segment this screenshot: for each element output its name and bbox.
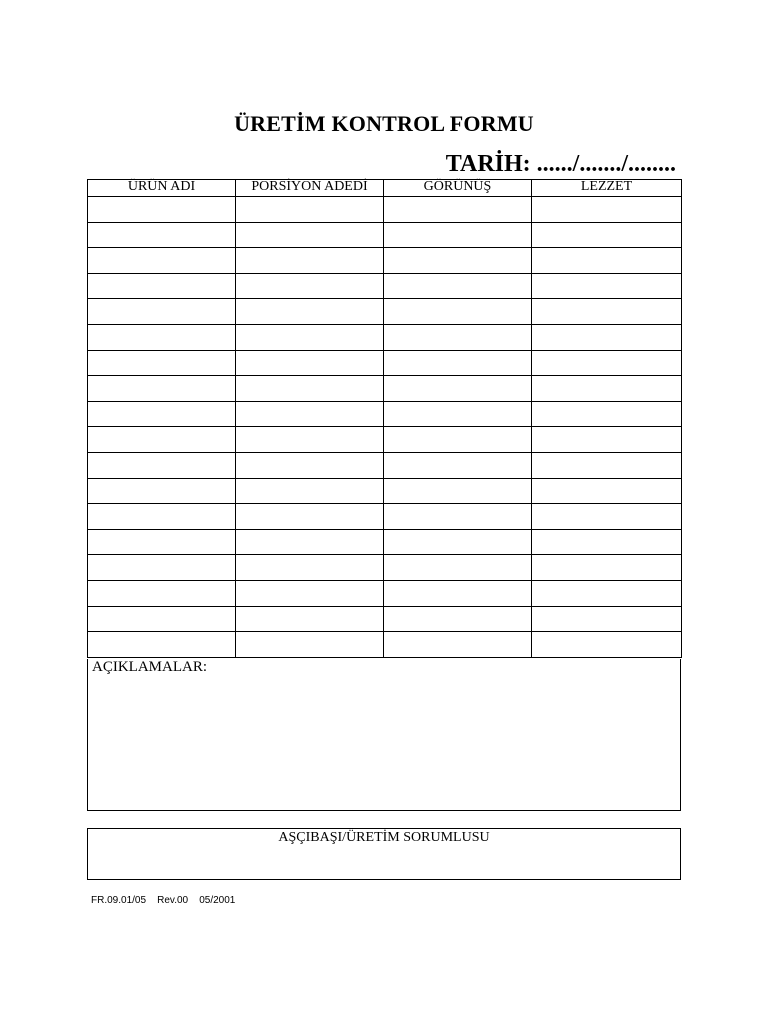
cell-product-name[interactable] — [88, 299, 236, 325]
cell-taste[interactable] — [532, 299, 682, 325]
table-row — [88, 248, 682, 274]
cell-portion-count[interactable] — [236, 632, 384, 658]
table-row — [88, 401, 682, 427]
cell-portion-count[interactable] — [236, 222, 384, 248]
table-row — [88, 299, 682, 325]
cell-appearance[interactable] — [384, 427, 532, 453]
table-row — [88, 478, 682, 504]
cell-appearance[interactable] — [384, 580, 532, 606]
cell-appearance[interactable] — [384, 273, 532, 299]
cell-portion-count[interactable] — [236, 273, 384, 299]
cell-appearance[interactable] — [384, 401, 532, 427]
cell-appearance[interactable] — [384, 299, 532, 325]
table-row — [88, 555, 682, 581]
notes-box[interactable] — [87, 659, 681, 811]
cell-product-name[interactable] — [88, 197, 236, 223]
cell-product-name[interactable] — [88, 478, 236, 504]
signature-label: AŞÇIBAŞI/ÜRETİM SORUMLUSU — [278, 830, 490, 845]
cell-taste[interactable] — [532, 222, 682, 248]
header-appearance: GÖRÜNÜŞ — [384, 180, 532, 197]
cell-product-name[interactable] — [88, 606, 236, 632]
notes-label: AÇIKLAMALAR: — [92, 659, 207, 675]
cell-taste[interactable] — [532, 324, 682, 350]
table-row — [88, 376, 682, 402]
cell-taste[interactable] — [532, 478, 682, 504]
cell-taste[interactable] — [532, 580, 682, 606]
cell-portion-count[interactable] — [236, 299, 384, 325]
cell-taste[interactable] — [532, 606, 682, 632]
table-row — [88, 222, 682, 248]
table-row — [88, 632, 682, 658]
cell-portion-count[interactable] — [236, 529, 384, 555]
cell-taste[interactable] — [532, 401, 682, 427]
cell-product-name[interactable] — [88, 376, 236, 402]
cell-appearance[interactable] — [384, 632, 532, 658]
cell-portion-count[interactable] — [236, 452, 384, 478]
cell-portion-count[interactable] — [236, 580, 384, 606]
cell-appearance[interactable] — [384, 478, 532, 504]
header-taste: LEZZET — [532, 180, 682, 197]
cell-portion-count[interactable] — [236, 606, 384, 632]
cell-product-name[interactable] — [88, 427, 236, 453]
cell-taste[interactable] — [532, 197, 682, 223]
table-row — [88, 427, 682, 453]
cell-portion-count[interactable] — [236, 401, 384, 427]
cell-portion-count[interactable] — [236, 376, 384, 402]
cell-product-name[interactable] — [88, 529, 236, 555]
document-code: FR.09.01/05 Rev.00 05/2001 — [91, 895, 236, 906]
table-row — [88, 197, 682, 223]
cell-product-name[interactable] — [88, 350, 236, 376]
cell-product-name[interactable] — [88, 273, 236, 299]
cell-appearance[interactable] — [384, 324, 532, 350]
signature-box[interactable] — [87, 828, 681, 880]
table-row — [88, 580, 682, 606]
cell-taste[interactable] — [532, 529, 682, 555]
cell-portion-count[interactable] — [236, 248, 384, 274]
header-product-name: ÜRÜN ADI — [88, 180, 236, 197]
cell-portion-count[interactable] — [236, 427, 384, 453]
form-title: ÜRETİM KONTROL FORMU — [234, 111, 534, 136]
cell-product-name[interactable] — [88, 580, 236, 606]
table-row — [88, 606, 682, 632]
cell-portion-count[interactable] — [236, 350, 384, 376]
table-header-row — [88, 180, 682, 197]
cell-portion-count[interactable] — [236, 324, 384, 350]
cell-product-name[interactable] — [88, 222, 236, 248]
cell-taste[interactable] — [532, 248, 682, 274]
cell-portion-count[interactable] — [236, 197, 384, 223]
cell-product-name[interactable] — [88, 401, 236, 427]
cell-appearance[interactable] — [384, 248, 532, 274]
cell-portion-count[interactable] — [236, 504, 384, 530]
table-row — [88, 273, 682, 299]
cell-taste[interactable] — [532, 350, 682, 376]
cell-appearance[interactable] — [384, 376, 532, 402]
table-row — [88, 350, 682, 376]
cell-taste[interactable] — [532, 452, 682, 478]
cell-product-name[interactable] — [88, 452, 236, 478]
cell-portion-count[interactable] — [236, 478, 384, 504]
table-body — [88, 197, 682, 658]
cell-product-name[interactable] — [88, 324, 236, 350]
header-portion-count: PORSİYON ADEDİ — [236, 180, 384, 197]
cell-appearance[interactable] — [384, 529, 532, 555]
cell-taste[interactable] — [532, 376, 682, 402]
cell-portion-count[interactable] — [236, 555, 384, 581]
cell-product-name[interactable] — [88, 248, 236, 274]
table-row — [88, 529, 682, 555]
cell-taste[interactable] — [532, 273, 682, 299]
cell-product-name[interactable] — [88, 504, 236, 530]
cell-taste[interactable] — [532, 427, 682, 453]
cell-product-name[interactable] — [88, 555, 236, 581]
cell-taste[interactable] — [532, 504, 682, 530]
cell-appearance[interactable] — [384, 197, 532, 223]
cell-appearance[interactable] — [384, 350, 532, 376]
cell-taste[interactable] — [532, 632, 682, 658]
cell-appearance[interactable] — [384, 606, 532, 632]
table-row — [88, 452, 682, 478]
date-field[interactable]: TARİH: ....../......./........ — [445, 151, 676, 177]
cell-appearance[interactable] — [384, 555, 532, 581]
cell-appearance[interactable] — [384, 222, 532, 248]
production-table — [87, 179, 682, 658]
cell-appearance[interactable] — [384, 452, 532, 478]
table-row — [88, 504, 682, 530]
cell-taste[interactable] — [532, 555, 682, 581]
table-row — [88, 324, 682, 350]
cell-appearance[interactable] — [384, 504, 532, 530]
cell-product-name[interactable] — [88, 632, 236, 658]
